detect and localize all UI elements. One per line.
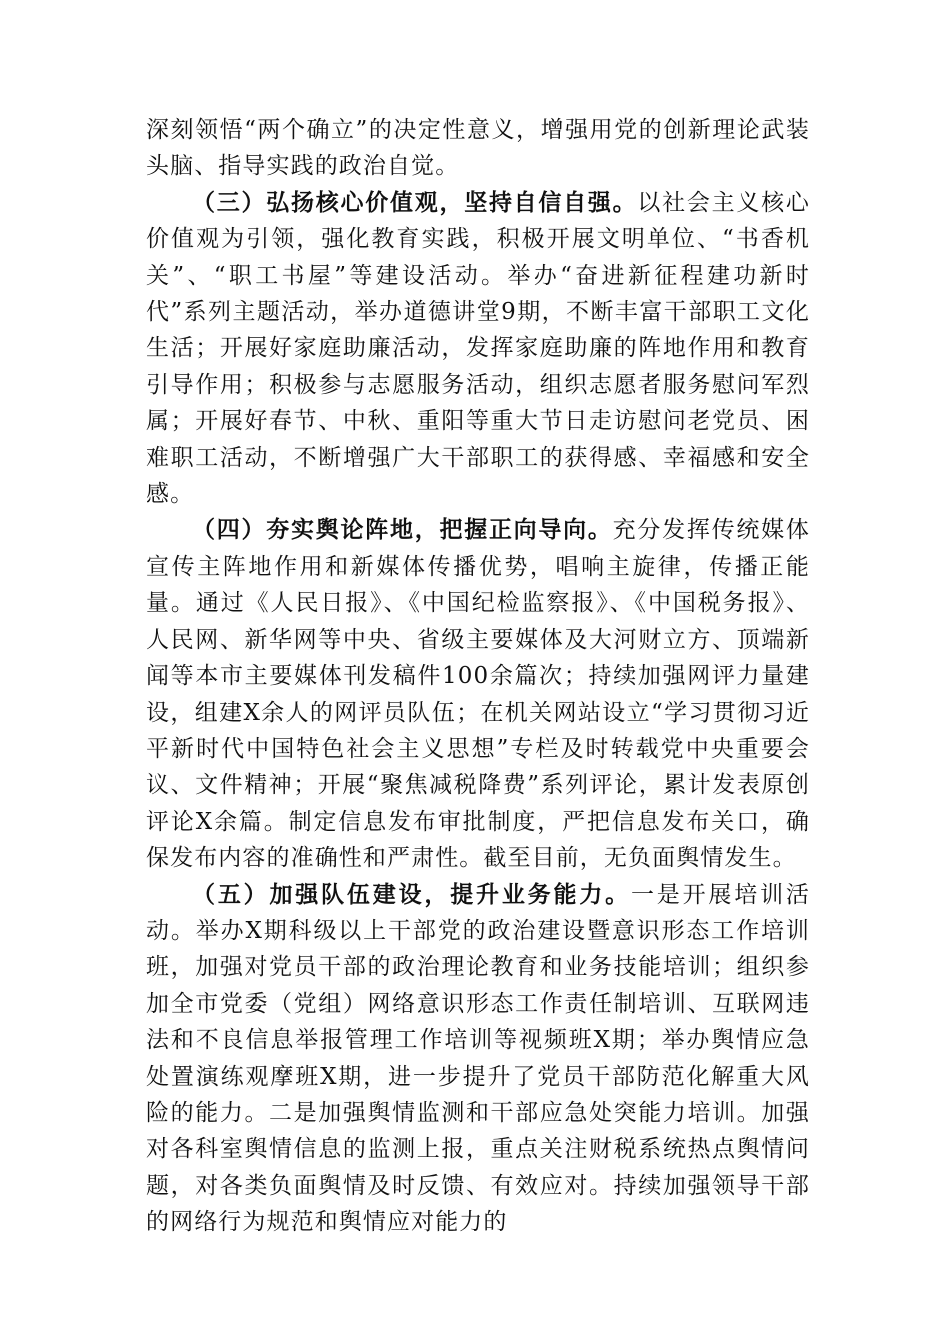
paragraph-section-4 — [146, 512, 810, 876]
section-heading: （五）加强队伍建设，提升业务能力。 — [192, 880, 631, 908]
section-heading: （四）夯实舆论阵地，把握正向导向。 — [192, 516, 613, 544]
paragraph-continued — [146, 112, 810, 185]
section-heading: （三）弘扬核心价值观，坚持自信自强。 — [192, 188, 638, 216]
paragraph-text: 以社会主义核心价值观为引领，强化教育实践，积极开展文明单位、“书香机关”、“职工书屋”等建设活动。举办“奋进新征程建功新时代”系列主题活动，举办道德讲堂9期，不断丰富干部职工文化生活；开展好家庭助廉活动，发挥家庭助廉的阵地作用和教育引导作用；积极参与志愿服务活动，组织志愿者服务慰问军烈属；开展好春节、中秋、重阳等重大节日走访慰问老党员、困难职工活动，不断增强广大干部职工的获得感、幸福感和安全感。 — [146, 189, 810, 508]
paragraph-text: 充分发挥传统媒体宣传主阵地作用和新媒体传播优势，唱响主旋律，传播正能量。通过《人民日报》、《中国纪检监察报》、《中国税务报》、人民网、新华网等中央、省级主要媒体及大河财立方、顶端新闻等本市主要媒体刊发稿件100余篇次；持续加强网评力量建设，组建X余人的网评员队伍；在机关网站设立“学习贯彻习近平新时代中国特色社会主义思想”专栏及时转载党中央重要会议、文件精神；开展“聚焦减税降费”系列评论，累计发表原创评论X余篇。制定信息发布审批制度，严把信息发布关口，确保发布内容的准确性和严肃性。截至目前，无负面舆情发生。 — [146, 517, 810, 872]
paragraph-section-5 — [146, 877, 810, 1241]
paragraph-text: 深刻领悟“两个确立”的决定性意义，增强用党的创新理论武装头脑、指导实践的政治自觉。 — [146, 117, 810, 180]
document-body — [146, 112, 810, 1241]
paragraph-text: 一是开展培训活动。举办X期科级以上干部党的政治建设暨意识形态工作培训班，加强对党员干部的政治理论教育和业务技能培训；组织参加全市党委（党组）网络意识形态工作责任制培训、互联网违法和不良信息举报管理工作培训等视频班X期；举办舆情应急处置演练观摩班X期，进一步提升了党员干部防范化解重大风险的能力。二是加强舆情监测和干部应急处突能力培训。加强对各科室舆情信息的监测上报，重点关注财税系统热点舆情问题，对各类负面舆情及时反馈、有效应对。持续加强领导干部的网络行为规范和舆情应对能力的 — [146, 881, 810, 1236]
paragraph-section-3 — [146, 185, 810, 513]
